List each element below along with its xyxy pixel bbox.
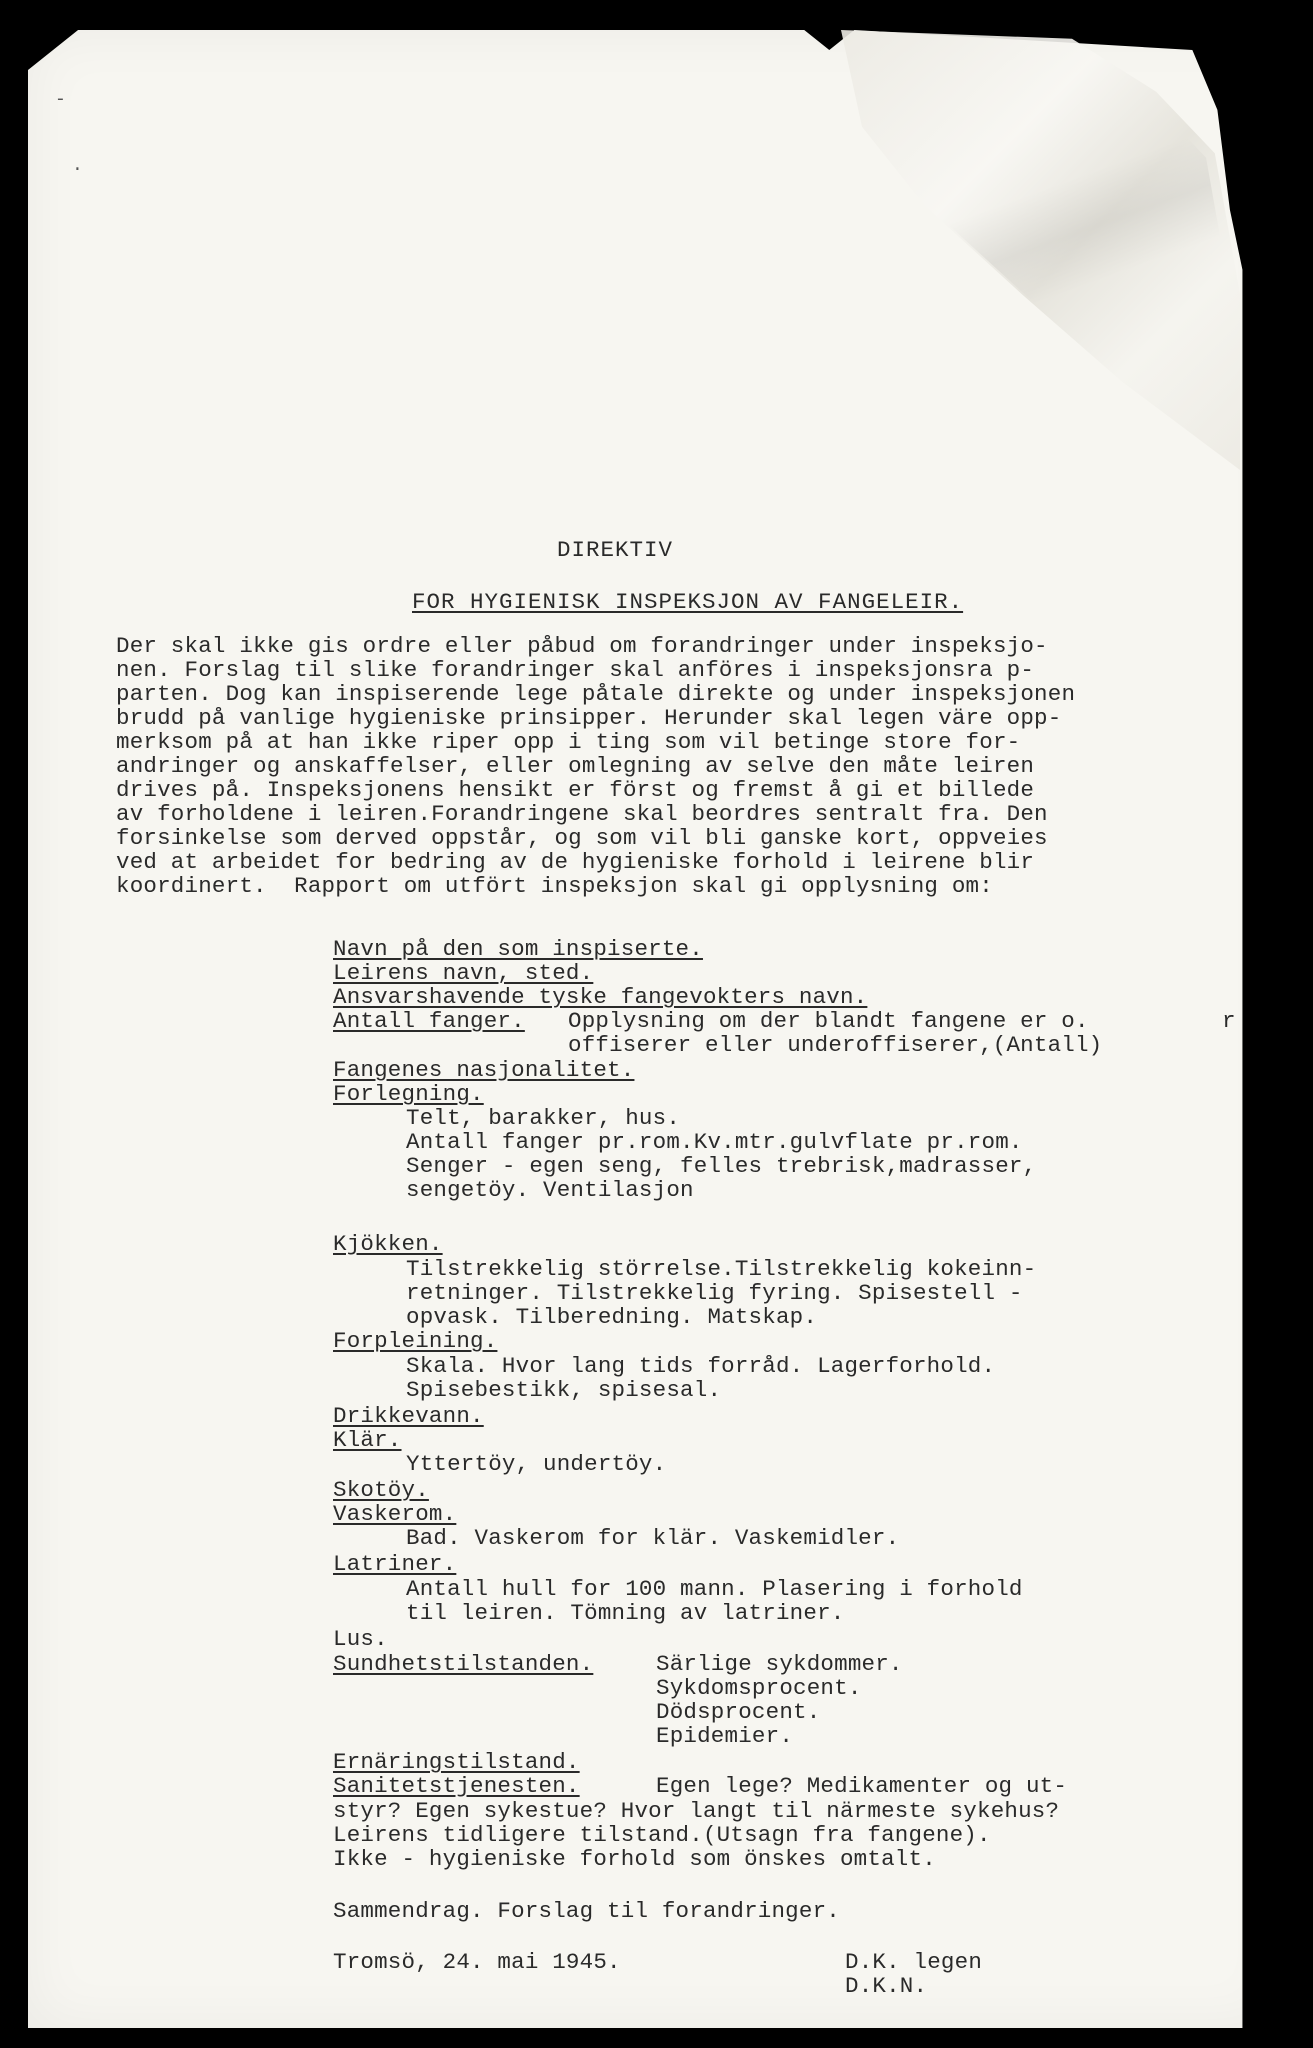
- item-sanitet-detail: Egen lege? Medikamenter og ut-: [656, 1773, 1068, 1799]
- item-antall-tail: r: [1222, 1008, 1236, 1034]
- item-kjokken-detail: Tilstrekkelig störrelse.Tilstrekkelig kokeinn-: [406, 1256, 1037, 1282]
- item-vaskerom: Vaskerom.: [333, 1501, 457, 1527]
- item-sundhet: Sundhetstilstanden.: [333, 1651, 594, 1677]
- item-forpleining-detail: Spisebestikk, spisesal.: [406, 1377, 722, 1403]
- item-ernaring: Ernäringstilstand.: [333, 1749, 580, 1775]
- intro-line: drives på. Inspeksjonens hensikt er först og fremst å gi et billede: [116, 777, 1035, 803]
- item-navn: Navn på den som inspiserte.: [333, 936, 703, 962]
- margin-mark: -: [55, 90, 66, 110]
- signature-line-2: D.K.N.: [845, 1973, 928, 1999]
- item-sundhet-detail: Dödsprocent.: [656, 1699, 821, 1725]
- item-forpleining: Forpleining.: [333, 1328, 498, 1354]
- item-antall-text-2: offiserer eller underoffiserer,(Antall): [568, 1032, 1103, 1058]
- item-antall-label: Antall fanger.: [333, 1008, 525, 1034]
- item-forpleining-detail: Skala. Hvor lang tids forråd. Lagerforhold.: [406, 1353, 996, 1379]
- intro-line: forsinkelse som derved oppstår, og som vil bli ganske kort, oppveies: [116, 825, 1048, 851]
- item-skotoy: Skotöy.: [333, 1477, 429, 1503]
- item-nasjonalitet: Fangenes nasjonalitet.: [333, 1057, 635, 1083]
- item-drikkevann: Drikkevann.: [333, 1403, 484, 1429]
- item-forlegning: Forlegning.: [333, 1081, 484, 1107]
- item-ansvar: Ansvarshavende tyske fangevokters navn.: [333, 984, 868, 1010]
- item-klar-detail: Yttertöy, undertöy.: [406, 1451, 667, 1477]
- item-vaskerom-detail: Bad. Vaskerom for klär. Vaskemidler.: [406, 1525, 900, 1551]
- intro-line: andringer og anskaffelser, eller omlegning av selve den måte leiren: [116, 753, 1035, 779]
- item-klar: Klär.: [333, 1427, 402, 1453]
- item-sundhet-detail: Särlige sykdommer.: [656, 1651, 903, 1677]
- item-sanitet-detail: Leirens tidligere tilstand.(Utsagn fra fangene).: [333, 1822, 991, 1848]
- item-forlegning-detail: Telt, barakker, hus.: [406, 1105, 681, 1131]
- intro-line: merksom på at han ikke riper opp i ting som vil betinge store for-: [116, 729, 1021, 755]
- item-forlegning-detail: Antall fanger pr.rom.Kv.mtr.gulvflate pr.rom.: [406, 1129, 1023, 1155]
- item-latriner: Latriner.: [333, 1551, 457, 1577]
- signature-line-1: D.K. legen: [845, 1949, 983, 1975]
- item-antall-text: Opplysning om der blandt fangene er o.: [568, 1008, 1089, 1034]
- item-sundhet-detail: Sykdomsprocent.: [656, 1675, 862, 1701]
- item-sundhet-detail: Epidemier.: [656, 1723, 794, 1749]
- item-latriner-detail: Antall hull for 100 mann. Plasering i forhold: [406, 1576, 1023, 1602]
- item-sanitet-detail: Ikke - hygieniske forhold som önskes omtalt.: [333, 1846, 936, 1872]
- item-sanitet: Sanitetstjenesten.: [333, 1773, 580, 1799]
- intro-line: brudd på vanlige hygieniske prinsipper. Herunder skal legen väre opp-: [116, 705, 1062, 731]
- item-forlegning-detail: sengetöy. Ventilasjon: [406, 1177, 694, 1203]
- intro-line: parten. Dog kan inspiserende lege påtale direkte og under inspeksjonen: [116, 681, 1076, 707]
- intro-line: ved at arbeidet for bedring av de hygieniske forhold i leirene blir: [116, 849, 1035, 875]
- item-forlegning-detail: Senger - egen seng, felles trebrisk,madrasser,: [406, 1153, 1037, 1179]
- item-kjokken-detail: retninger. Tilstrekkelig fyring. Spisestell -: [406, 1280, 1023, 1306]
- item-kjokken-detail: opvask. Tilberedning. Matskap.: [406, 1304, 818, 1330]
- item-kjokken: Kjökken.: [333, 1231, 443, 1257]
- intro-line: koordinert. Rapport om utfört inspeksjon skal gi opplysning om:: [116, 873, 993, 899]
- intro-line: Der skal ikke gis ordre eller påbud om forandringer under inspeksjo-: [116, 633, 1048, 659]
- document-heading: DIREKTIV: [557, 537, 674, 563]
- intro-line: av forholdene i leiren.Forandringene skal beordres sentralt fra. Den: [116, 801, 1048, 827]
- item-leir: Leirens navn, sted.: [333, 960, 594, 986]
- margin-mark: ·: [72, 160, 83, 180]
- item-lus: Lus.: [333, 1626, 388, 1652]
- summary-line: Sammendrag. Forslag til forandringer.: [333, 1898, 840, 1924]
- intro-line: nen. Forslag til slike forandringer skal anföres i inspeksjonsra p-: [116, 657, 1035, 683]
- item-sanitet-detail: styr? Egen sykestue? Hvor langt til närmeste sykehus?: [333, 1798, 1060, 1824]
- place-date: Tromsö, 24. mai 1945.: [333, 1949, 621, 1975]
- item-latriner-detail: til leiren. Tömning av latriner.: [406, 1600, 845, 1626]
- document-subheading: FOR HYGIENISK INSPEKSJON AV FANGELEIR.: [412, 589, 964, 615]
